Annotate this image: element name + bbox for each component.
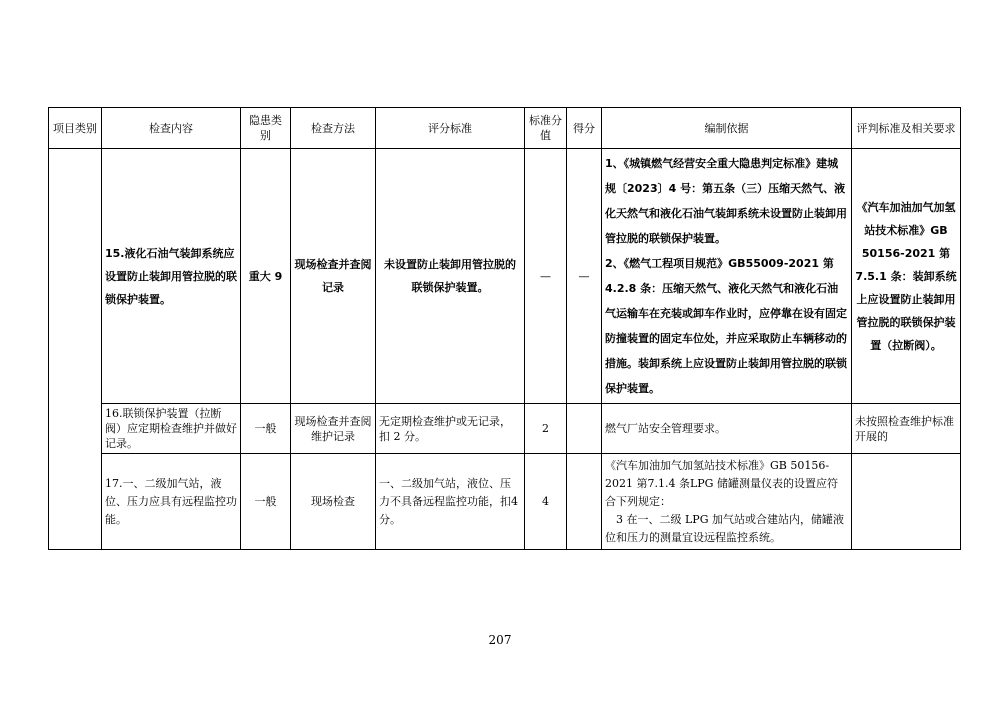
criteria-cell: 无定期检查维护或无记录，扣 2 分。 [376, 404, 525, 454]
basis-paragraph: 3 在一、二级 LPG 加气站或合建站内，储罐液位和压力的测量宜设远程监控系统。 [605, 512, 844, 544]
basis-cell [602, 454, 852, 550]
criteria-cell: 未设置防止装卸用管拉脱的联锁保护装置。 [376, 149, 525, 404]
content-cell: 17.一、二级加气站，液位、压力应具有远程监控功能。 [102, 454, 241, 550]
content-cell: 15.液化石油气装卸系统应设置防止装卸用管拉脱的联锁保护装置。 [102, 149, 241, 404]
score-cell: — [567, 149, 602, 404]
score-cell [567, 404, 602, 454]
basis-paragraph: 1、《城镇燃气经营安全重大隐患判定标准》建城规〔2023〕4 号：第五条（三）压缩天然气、液化天然气和液化石油气装卸系统未设置防止装卸用管拉脱的联锁保护装置。 [605, 157, 847, 245]
hazard-cell: 一般 [241, 454, 291, 550]
standard-score-cell: — [525, 149, 567, 404]
standard-score-cell: 2 [525, 404, 567, 454]
hazard-cell: 重大 9 [241, 149, 291, 404]
hazard-cell: 一般 [241, 404, 291, 454]
header-content: 检查内容 [102, 108, 241, 149]
header-score: 得分 [567, 108, 602, 149]
basis-cell [602, 149, 852, 404]
table-row [49, 404, 961, 454]
header-criteria: 评分标准 [376, 108, 525, 149]
header-method: 检查方法 [291, 108, 376, 149]
standard-score-cell: 4 [525, 454, 567, 550]
method-cell: 现场检查并查阅维护记录 [291, 404, 376, 454]
header-standard-score: 标准分值 [525, 108, 567, 149]
category-cell [49, 149, 102, 550]
basis-paragraph: 《汽车加油加气加氢站技术标准》GB 50156-2021 第7.1.4 条LPG 储罐测量仪表的设置应符合下列规定： [605, 458, 838, 508]
evaluation-cell [852, 454, 961, 550]
header-hazard: 隐患类别 [241, 108, 291, 149]
page-number: 207 [488, 633, 512, 647]
criteria-cell: 一、二级加气站，液位、压力不具备远程监控功能，扣4分。 [376, 454, 525, 550]
header-row [49, 108, 961, 149]
basis-cell: 燃气厂站安全管理要求。 [602, 404, 852, 454]
header-evaluation: 评判标准及相关要求 [852, 108, 961, 149]
score-cell [567, 454, 602, 550]
inspection-table [48, 107, 961, 550]
method-cell: 现场检查 [291, 454, 376, 550]
header-basis: 编制依据 [602, 108, 852, 149]
evaluation-cell: 《汽车加油加气加氢站技术标准》GB 50156-2021 第 7.5.1 条：装卸系统上应设置防止装卸用管拉脱的联锁保护装置（拉断阀）。 [852, 149, 961, 404]
content-cell: 16.联锁保护装置（拉断阀）应定期检查维护并做好记录。 [102, 404, 241, 454]
basis-paragraph: 2、《燃气工程项目规范》GB55009-2021 第 4.2.8 条：压缩天然气、液化天然气和液化石油气运输车在充装或卸车作业时，应停靠在设有固定防撞装置的固定车位处，并应采取防止车辆移动的措施。装卸系统上应设置防止装卸用管拉脱的联锁保护装置。 [605, 257, 847, 395]
method-cell: 现场检查并查阅记录 [291, 149, 376, 404]
evaluation-cell: 未按照检查维护标准开展的 [852, 404, 961, 454]
table-row [49, 454, 961, 550]
table-row [49, 149, 961, 404]
header-category: 项目类别 [49, 108, 102, 149]
